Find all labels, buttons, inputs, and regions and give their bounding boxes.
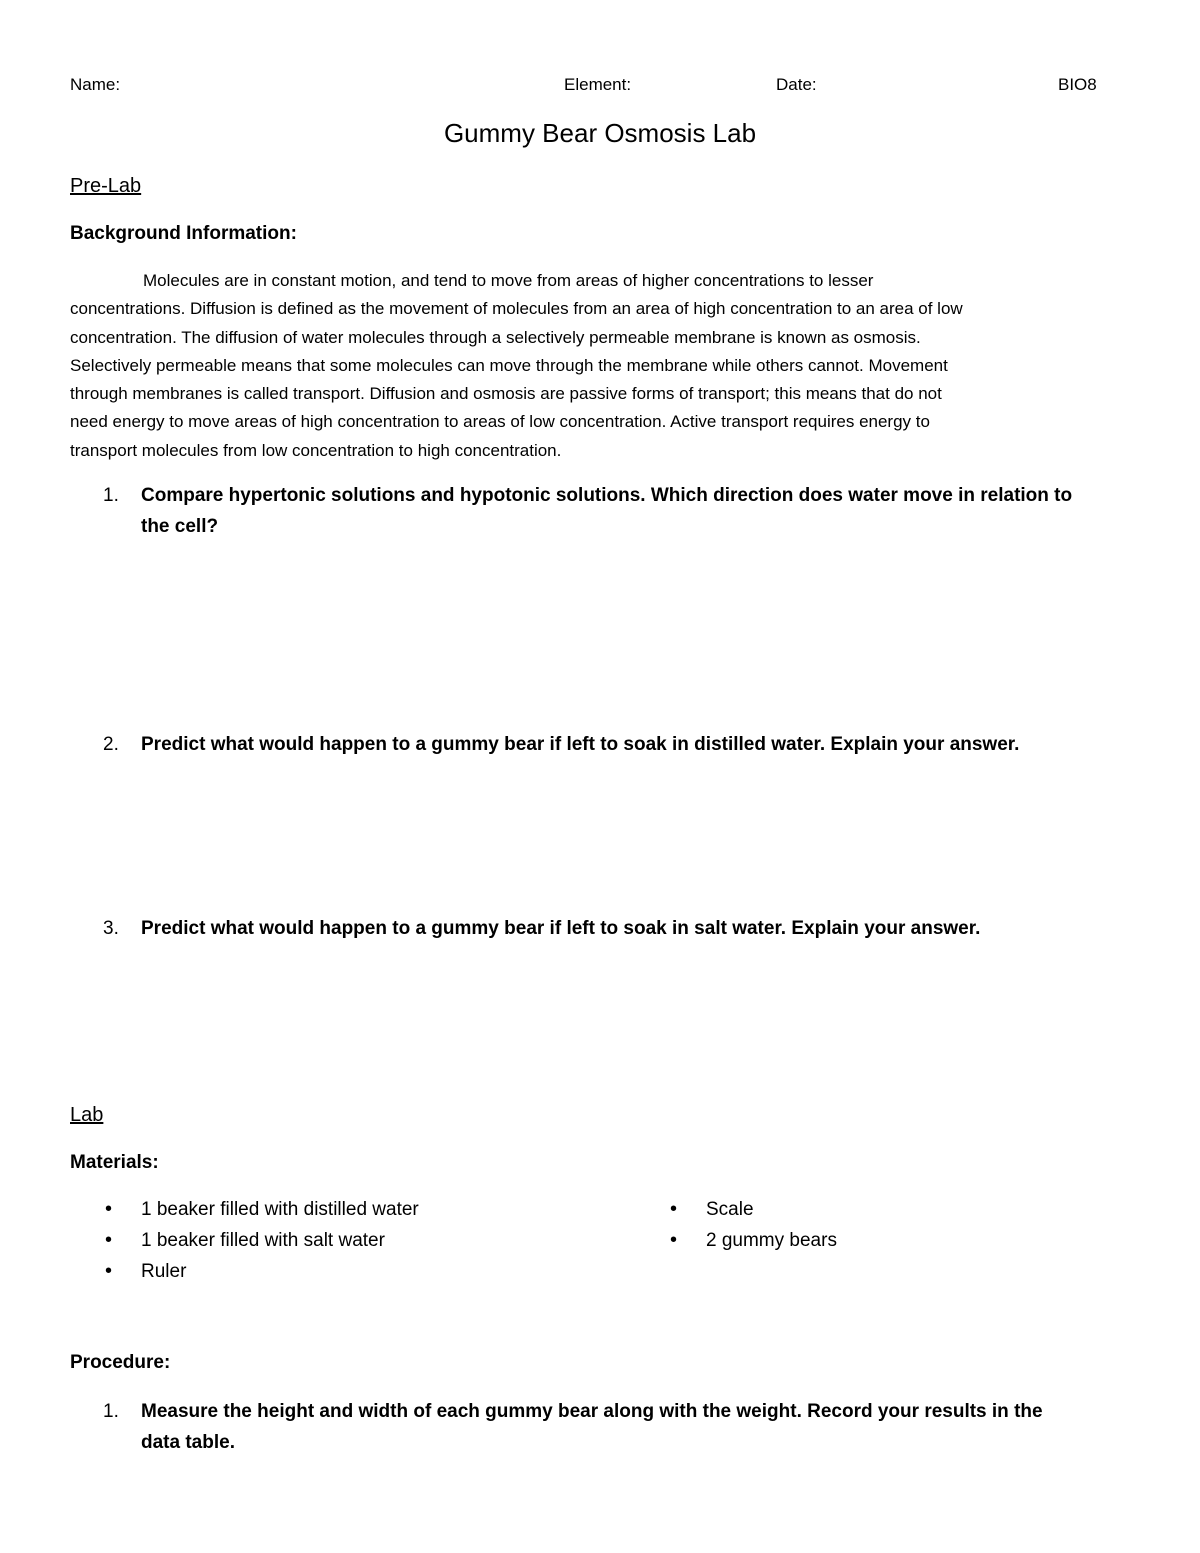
question-text [141, 729, 1141, 760]
materials-list-right [670, 1194, 1070, 1256]
question-text [141, 913, 1141, 944]
background-line: Molecules are in constant motion, and tend to move from areas of higher concentrations to lesser [143, 271, 874, 290]
bullet-icon: • [670, 1198, 678, 1220]
step-line: Measure the height and width of each gummy bear along with the weight. Record your results in the [141, 1401, 1043, 1422]
background-line: transport molecules from low concentration to high concentration. [70, 440, 562, 460]
list-item [105, 1225, 625, 1256]
background-line: Selectively permeable means that some molecules can move through the membrane while others cannot. Movement [70, 355, 948, 375]
background-line: concentrations. Diffusion is defined as the movement of molecules from an area of high concentration to an area of low [70, 299, 963, 319]
materials-list-left [105, 1194, 625, 1287]
name-label: Name: [70, 75, 121, 94]
materials-heading: Materials: [70, 1152, 159, 1173]
material-label: 1 beaker filled with distilled water [141, 1199, 419, 1220]
list-item [105, 1256, 625, 1287]
course-code: BIO8 [1058, 75, 1097, 94]
bullet-icon: • [670, 1229, 678, 1251]
background-heading: Background Information: [70, 223, 297, 244]
material-label: Scale [706, 1199, 754, 1220]
page-title: Gummy Bear Osmosis Lab [443, 118, 757, 148]
question-number: 2. [103, 734, 119, 755]
element-label: Element: [564, 75, 632, 94]
date-label: Date: [776, 75, 817, 94]
question-text [141, 480, 1141, 542]
question-line: Predict what would happen to a gummy bear if left to soak in salt water. Explain your answer. [141, 918, 981, 939]
bullet-icon: • [105, 1229, 113, 1251]
list-item [105, 1194, 625, 1225]
question-number: 1. [103, 485, 119, 506]
step-number: 1. [103, 1401, 119, 1422]
list-item [670, 1194, 1070, 1225]
background-line: need energy to move areas of high concentration to areas of low concentration. Active transport requires energy to [70, 412, 930, 432]
bullet-icon: • [105, 1198, 113, 1220]
step-text [141, 1396, 1141, 1458]
prelab-heading: Pre-Lab [70, 175, 142, 197]
bullet-icon: • [105, 1260, 113, 1282]
question-number: 3. [103, 918, 119, 939]
material-label: Ruler [141, 1261, 187, 1282]
material-label: 1 beaker filled with salt water [141, 1230, 385, 1251]
step-line: data table. [141, 1432, 235, 1453]
background-line: through membranes is called transport. Diffusion and osmosis are passive forms of transport; this means that do not [70, 384, 942, 404]
list-item [670, 1225, 1070, 1256]
question-line: Predict what would happen to a gummy bear if left to soak in distilled water. Explain your answer. [141, 734, 1020, 755]
background-line: concentration. The diffusion of water molecules through a selectively permeable membrane is known as osmosis. [70, 327, 921, 347]
procedure-heading: Procedure: [70, 1352, 171, 1373]
question-line: Compare hypertonic solutions and hypotonic solutions. Which direction does water move in relation to [141, 485, 1073, 506]
lab-heading: Lab [70, 1104, 104, 1126]
material-label: 2 gummy bears [706, 1230, 837, 1251]
question-line: the cell? [141, 516, 219, 537]
background-paragraph [70, 267, 1130, 465]
